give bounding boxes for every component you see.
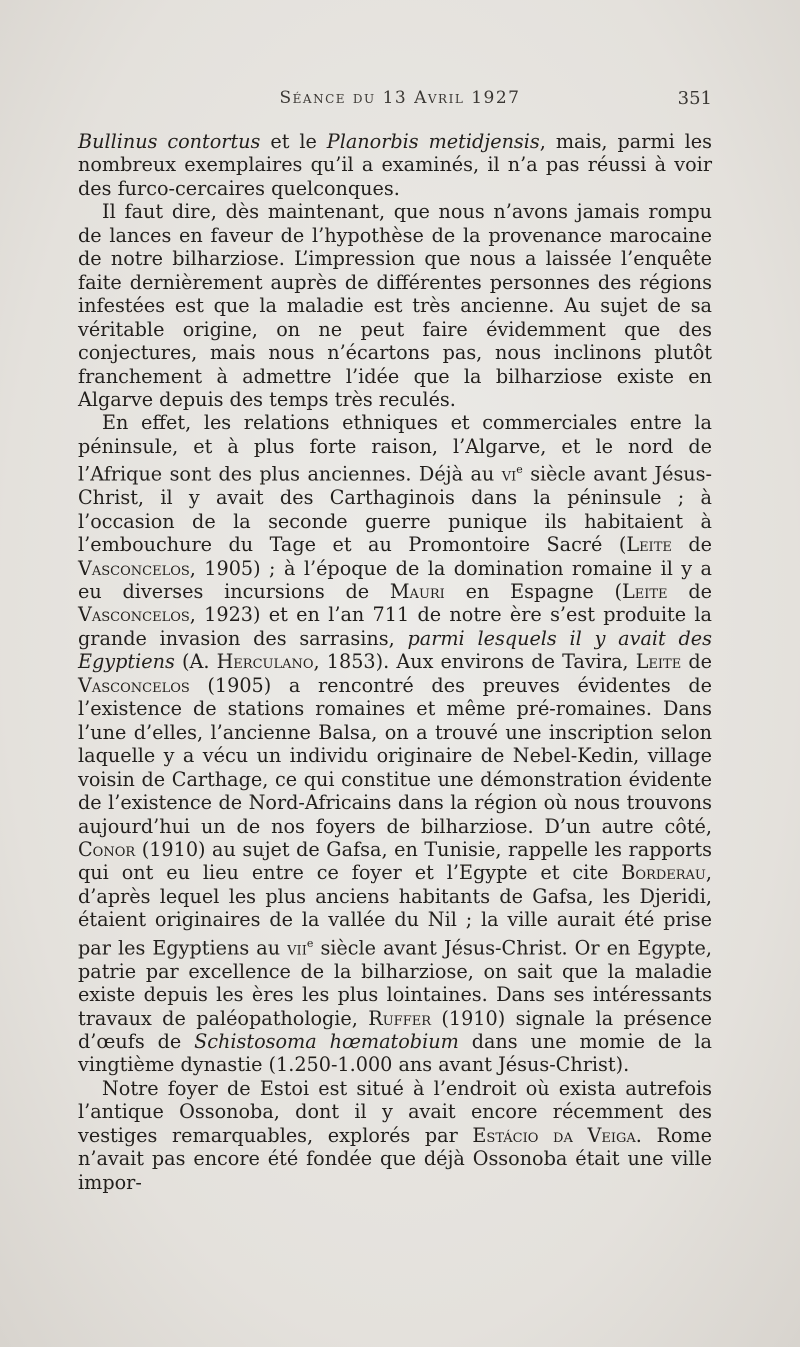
paragraph-1 bbox=[78, 130, 712, 200]
page-number: 351 bbox=[677, 88, 712, 109]
author-name: Mauri bbox=[389, 580, 445, 603]
text-run: , mais, parmi les nombreux exemplaires qu’il a examinés, il n’a pas réussi à voir des furco-cercaires quelconques. bbox=[78, 130, 712, 200]
text-run: dans une momie de la vingtième dynastie (1.250-1.000 ans avant Jésus-Christ). bbox=[78, 1030, 713, 1077]
author-name: Leite bbox=[622, 580, 668, 603]
text-run: et le bbox=[260, 130, 327, 153]
text-run: (1910) au sujet de Gafsa, en Tunisie, rappelle les rapports qui ont eu lieu entre ce foyer et l’Egypte et cite bbox=[78, 837, 712, 885]
superscript: e bbox=[306, 936, 314, 950]
text-run: en Espagne ( bbox=[444, 580, 623, 603]
text-run: , 1923) et en l’an 711 de notre ère s’est produite la grande invasion des sarrasins, bbox=[78, 603, 712, 650]
text-run: , 1853). Aux environs de Tavira, bbox=[313, 650, 636, 674]
text-run: , 1905) ; à l’époque de la domination romaine il y a eu diverses incursions de bbox=[78, 556, 712, 603]
text-run: siècle avant Jésus-Christ, il y avait des Carthaginois dans la péninsule ; à l’occasion de la seconde guerre punique ils habitaient à l’embouchure du Tage et au Promontoire Sacré ( bbox=[78, 462, 712, 557]
text-run: de bbox=[667, 580, 712, 603]
author-name: Vasconcelos bbox=[78, 673, 190, 697]
author-name: Estácio da Veiga bbox=[472, 1123, 636, 1147]
text-run: (1905) a rencontré des preuves évidentes de l’existence de stations romaines et même pré-romaines. Dans l’une d’elles, l’ancienne Balsa, on a trouvé une inscription selon laquelle y a vécu un individu originaire de Nebel-Kedin, village voisin de Carthage, ce qui constitue une démonstration évidente de l’existence de Nord-Africains dans la région où nous trouvons aujourd’hui un de nos foyers de bilharziose. D’un autre côté, bbox=[78, 673, 712, 838]
running-head: Séance du 13 Avril 1927 bbox=[279, 88, 521, 108]
paragraph-2: Il faut dire, dès maintenant, que nous n’avons jamais rompu de lances en faveur de l’hypothèse de la provenance marocaine de notre bilharziose. L’impression que nous a laissée l’enquête faite dernièrement auprès de différentes personnes des régions infestées est que la maladie est très ancienne. Au sujet de sa véritable origine, on ne peut faire évidemment que des conjectures, mais nous n’écartons pas, nous inclinons plutôt franchement à admettre l’idée que la bilharziose existe en Algarve depuis des temps très reculés. bbox=[78, 200, 712, 411]
page-header bbox=[0, 88, 800, 118]
text-run: Notre foyer de Estoi est situé à l’endroit où exista autrefois l’antique Ossonoba, dont il y avait encore récemment des vestiges remarquables, explorés par bbox=[78, 1076, 712, 1147]
author-name: Leite bbox=[635, 650, 682, 674]
text-run: , d’après lequel les plus anciens habitants de Gafsa, les Djeridi, étaient originaires de la vallée du Nil ; la ville aurait été prise par les Egyptiens au bbox=[78, 861, 712, 960]
text-run: . Rome n’avait pas encore été fondée que déjà Ossonoba était une ville impor- bbox=[78, 1123, 713, 1194]
author-name: Leite bbox=[626, 533, 672, 557]
text-run: (A. bbox=[174, 650, 217, 674]
body-text bbox=[78, 130, 712, 1194]
superscript: e bbox=[516, 463, 523, 477]
author-name: Ruffer bbox=[368, 1006, 432, 1030]
text-run: de bbox=[681, 650, 713, 674]
author-name: Herculano bbox=[216, 650, 314, 674]
text-run: de bbox=[671, 533, 712, 557]
species-name: Bullinus contortus bbox=[78, 130, 261, 153]
italic-quote: parmi lesquels il y avait des Egyptiens bbox=[78, 626, 713, 674]
text-run: En effet, les relations ethniques et commerciales entre la péninsule, et à plus forte raison, l’Algarve, et le nord de l’Afrique sont des plus anciennes. Déjà au bbox=[78, 411, 712, 486]
text-run: siècle avant Jésus-Christ. Or en Egypte, patrie par excellence de la bilharziose, on sait que la maladie existe depuis les ères les plus lointaines. Dans ses intéressants travaux de paléopathologie, bbox=[78, 936, 712, 1030]
paragraph-4 bbox=[78, 1077, 712, 1194]
species-name: Planorbis metidjensis bbox=[326, 130, 540, 153]
text-run: (1910) signale la présence d’œufs de bbox=[78, 1006, 712, 1053]
author-name: Borderau bbox=[621, 861, 706, 885]
paragraph-3 bbox=[78, 411, 712, 1076]
roman-numeral: vii bbox=[287, 936, 307, 960]
author-name: Vasconcelos bbox=[78, 603, 190, 627]
author-name: Vasconcelos bbox=[78, 556, 190, 580]
species-name: Schistosoma hœmatobium bbox=[194, 1030, 459, 1053]
author-name: Conor bbox=[78, 837, 136, 861]
roman-numeral: vi bbox=[501, 462, 517, 486]
